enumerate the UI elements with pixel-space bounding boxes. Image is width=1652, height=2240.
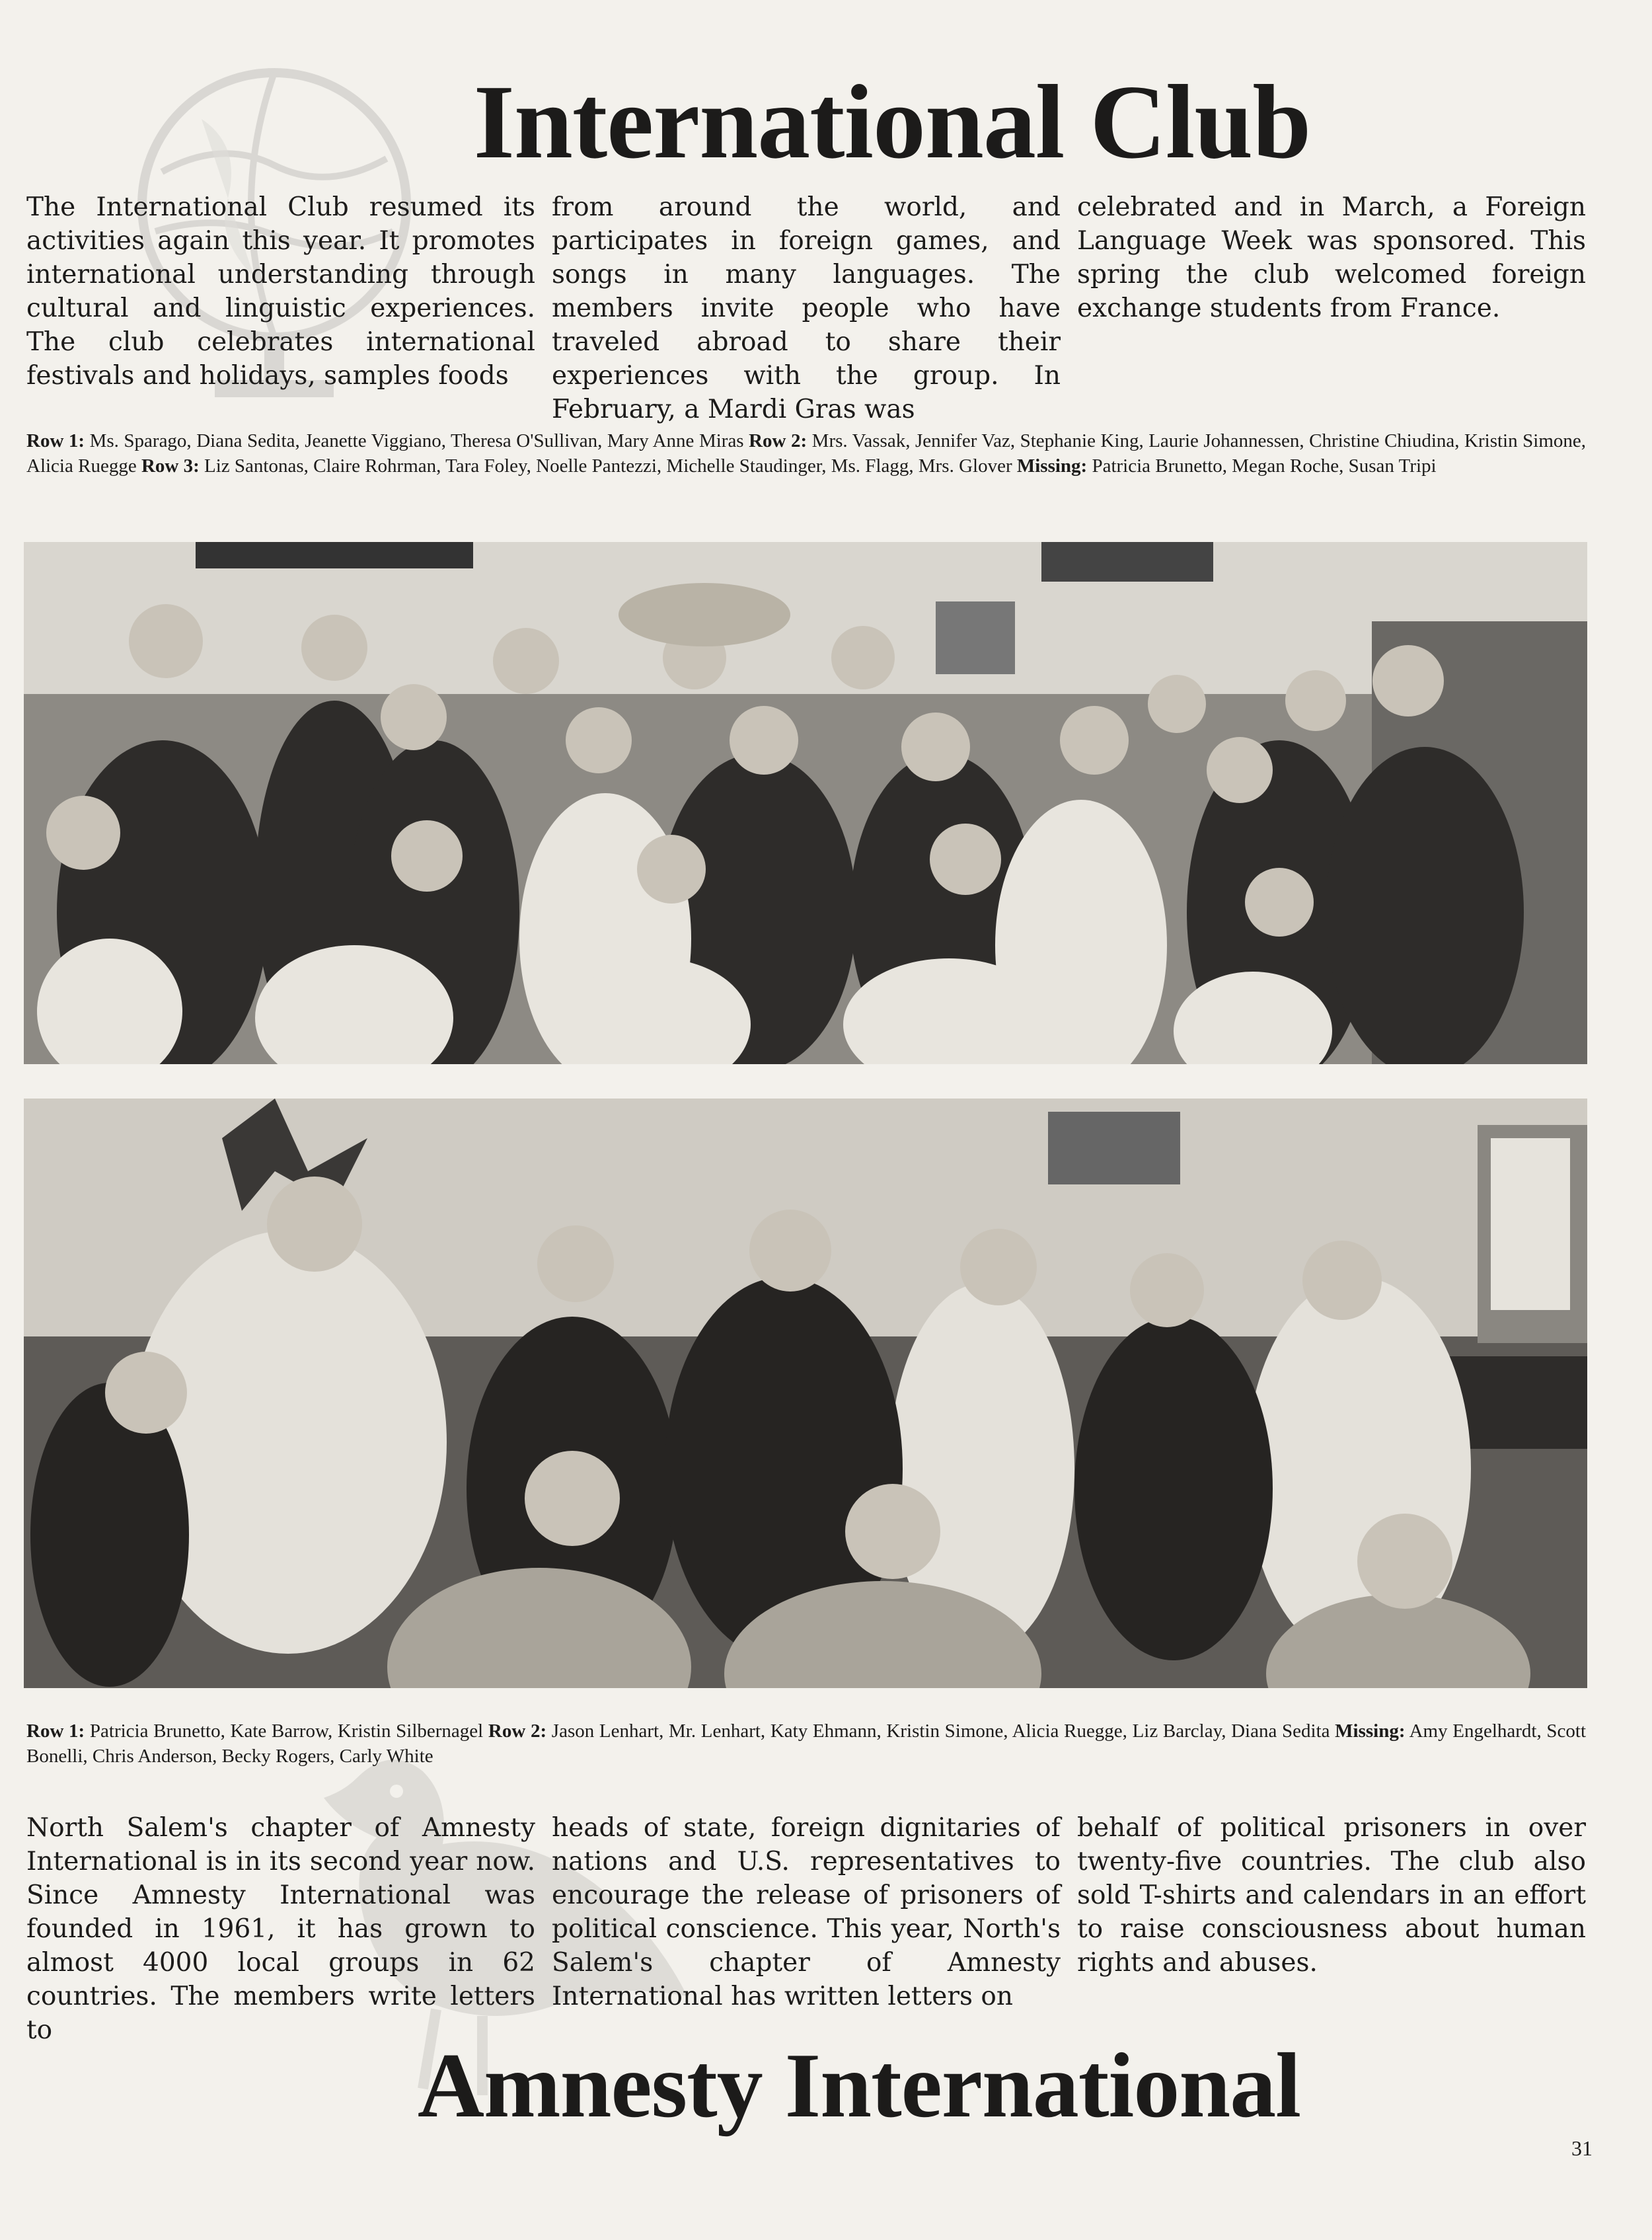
amnesty-international-group-photo (24, 1099, 1587, 1688)
caption-row3-names: Liz Santonas, Claire Rohrman, Tara Foley, Noelle Pantezzi, Michelle Staudinger, Ms. Flagg, Mrs. Glover (199, 455, 1017, 477)
caption-row2-label: Row 2: (488, 1720, 547, 1742)
international-club-group-photo (24, 542, 1587, 1064)
caption-missing-names: Patricia Brunetto, Megan Roche, Susan Tripi (1087, 455, 1437, 477)
international-club-title: International Club (473, 63, 1311, 180)
international-club-column-2: from around the world, and participates in foreign games, and songs in many languages. The members invite people who have traveled abroad to share their experiences with the group. In February, a Mardi Gras was (552, 192, 1061, 424)
amnesty-international-title: Amnesty International (417, 2034, 1301, 2137)
caption-row2-names: Mrs. Vassak, Jennifer Vaz, Stephanie King, Laurie Johannessen, Christine Chiudina, Kristin Simone, Alicia Ruegge (26, 430, 1586, 477)
caption-row1-names: Patricia Brunetto, Kate Barrow, Kristin Silbernagel (85, 1720, 488, 1742)
international-club-photo-caption (26, 428, 1586, 479)
international-club-column-1: The International Club resumed its activities again this year. It promotes international understanding through cultural and linguistic experiences. The club celebrates international festivals and holidays, samples foods (26, 192, 535, 391)
amnesty-international-photo-caption (26, 1719, 1586, 1769)
page-number: 31 (1571, 2136, 1593, 2160)
caption-row1-label: Row 1: (26, 430, 85, 451)
caption-row1-names: Ms. Sparago, Diana Sedita, Jeanette Viggiano, Theresa O'Sullivan, Mary Anne Miras (85, 430, 749, 451)
caption-row3-label: Row 3: (141, 455, 200, 477)
international-club-column-3: celebrated and in March, a Foreign Language Week was sponsored. This spring the club welcomed foreign exchange students from France. (1077, 192, 1586, 323)
caption-row2-label: Row 2: (749, 430, 807, 451)
international-club-text (26, 190, 1586, 426)
caption-row1-label: Row 1: (26, 1720, 85, 1742)
caption-missing-names: Amy Engelhardt, Scott Bonelli, Chris Anderson, Becky Rogers, Carly White (26, 1720, 1587, 1767)
caption-missing-label: Missing: (1335, 1720, 1406, 1742)
amnesty-column-2: heads of state, foreign dignitaries of nations and U.S. representatives to encourage the release of prisoners of political conscience. This year, North's Salem's chapter of Amnesty International has written letters on (552, 1813, 1061, 2011)
amnesty-column-1: North Salem's chapter of Amnesty International is in its second year now. Since Amnesty International was founded in 1961, it has grown to almost 4000 local groups in 62 countries. The members write letters to (26, 1813, 535, 2045)
caption-missing-label: Missing: (1016, 455, 1088, 477)
caption-row2-names: Jason Lenhart, Mr. Lenhart, Katy Ehmann, Kristin Simone, Alicia Ruegge, Liz Barclay, Diana Sedita (546, 1720, 1335, 1742)
amnesty-column-3: behalf of political prisoners in over twenty-five countries. The club also sold T-shirts and calendars in an effort to raise consciousness about human rights and abuses. (1077, 1813, 1586, 1978)
amnesty-international-text (26, 1811, 1586, 2047)
